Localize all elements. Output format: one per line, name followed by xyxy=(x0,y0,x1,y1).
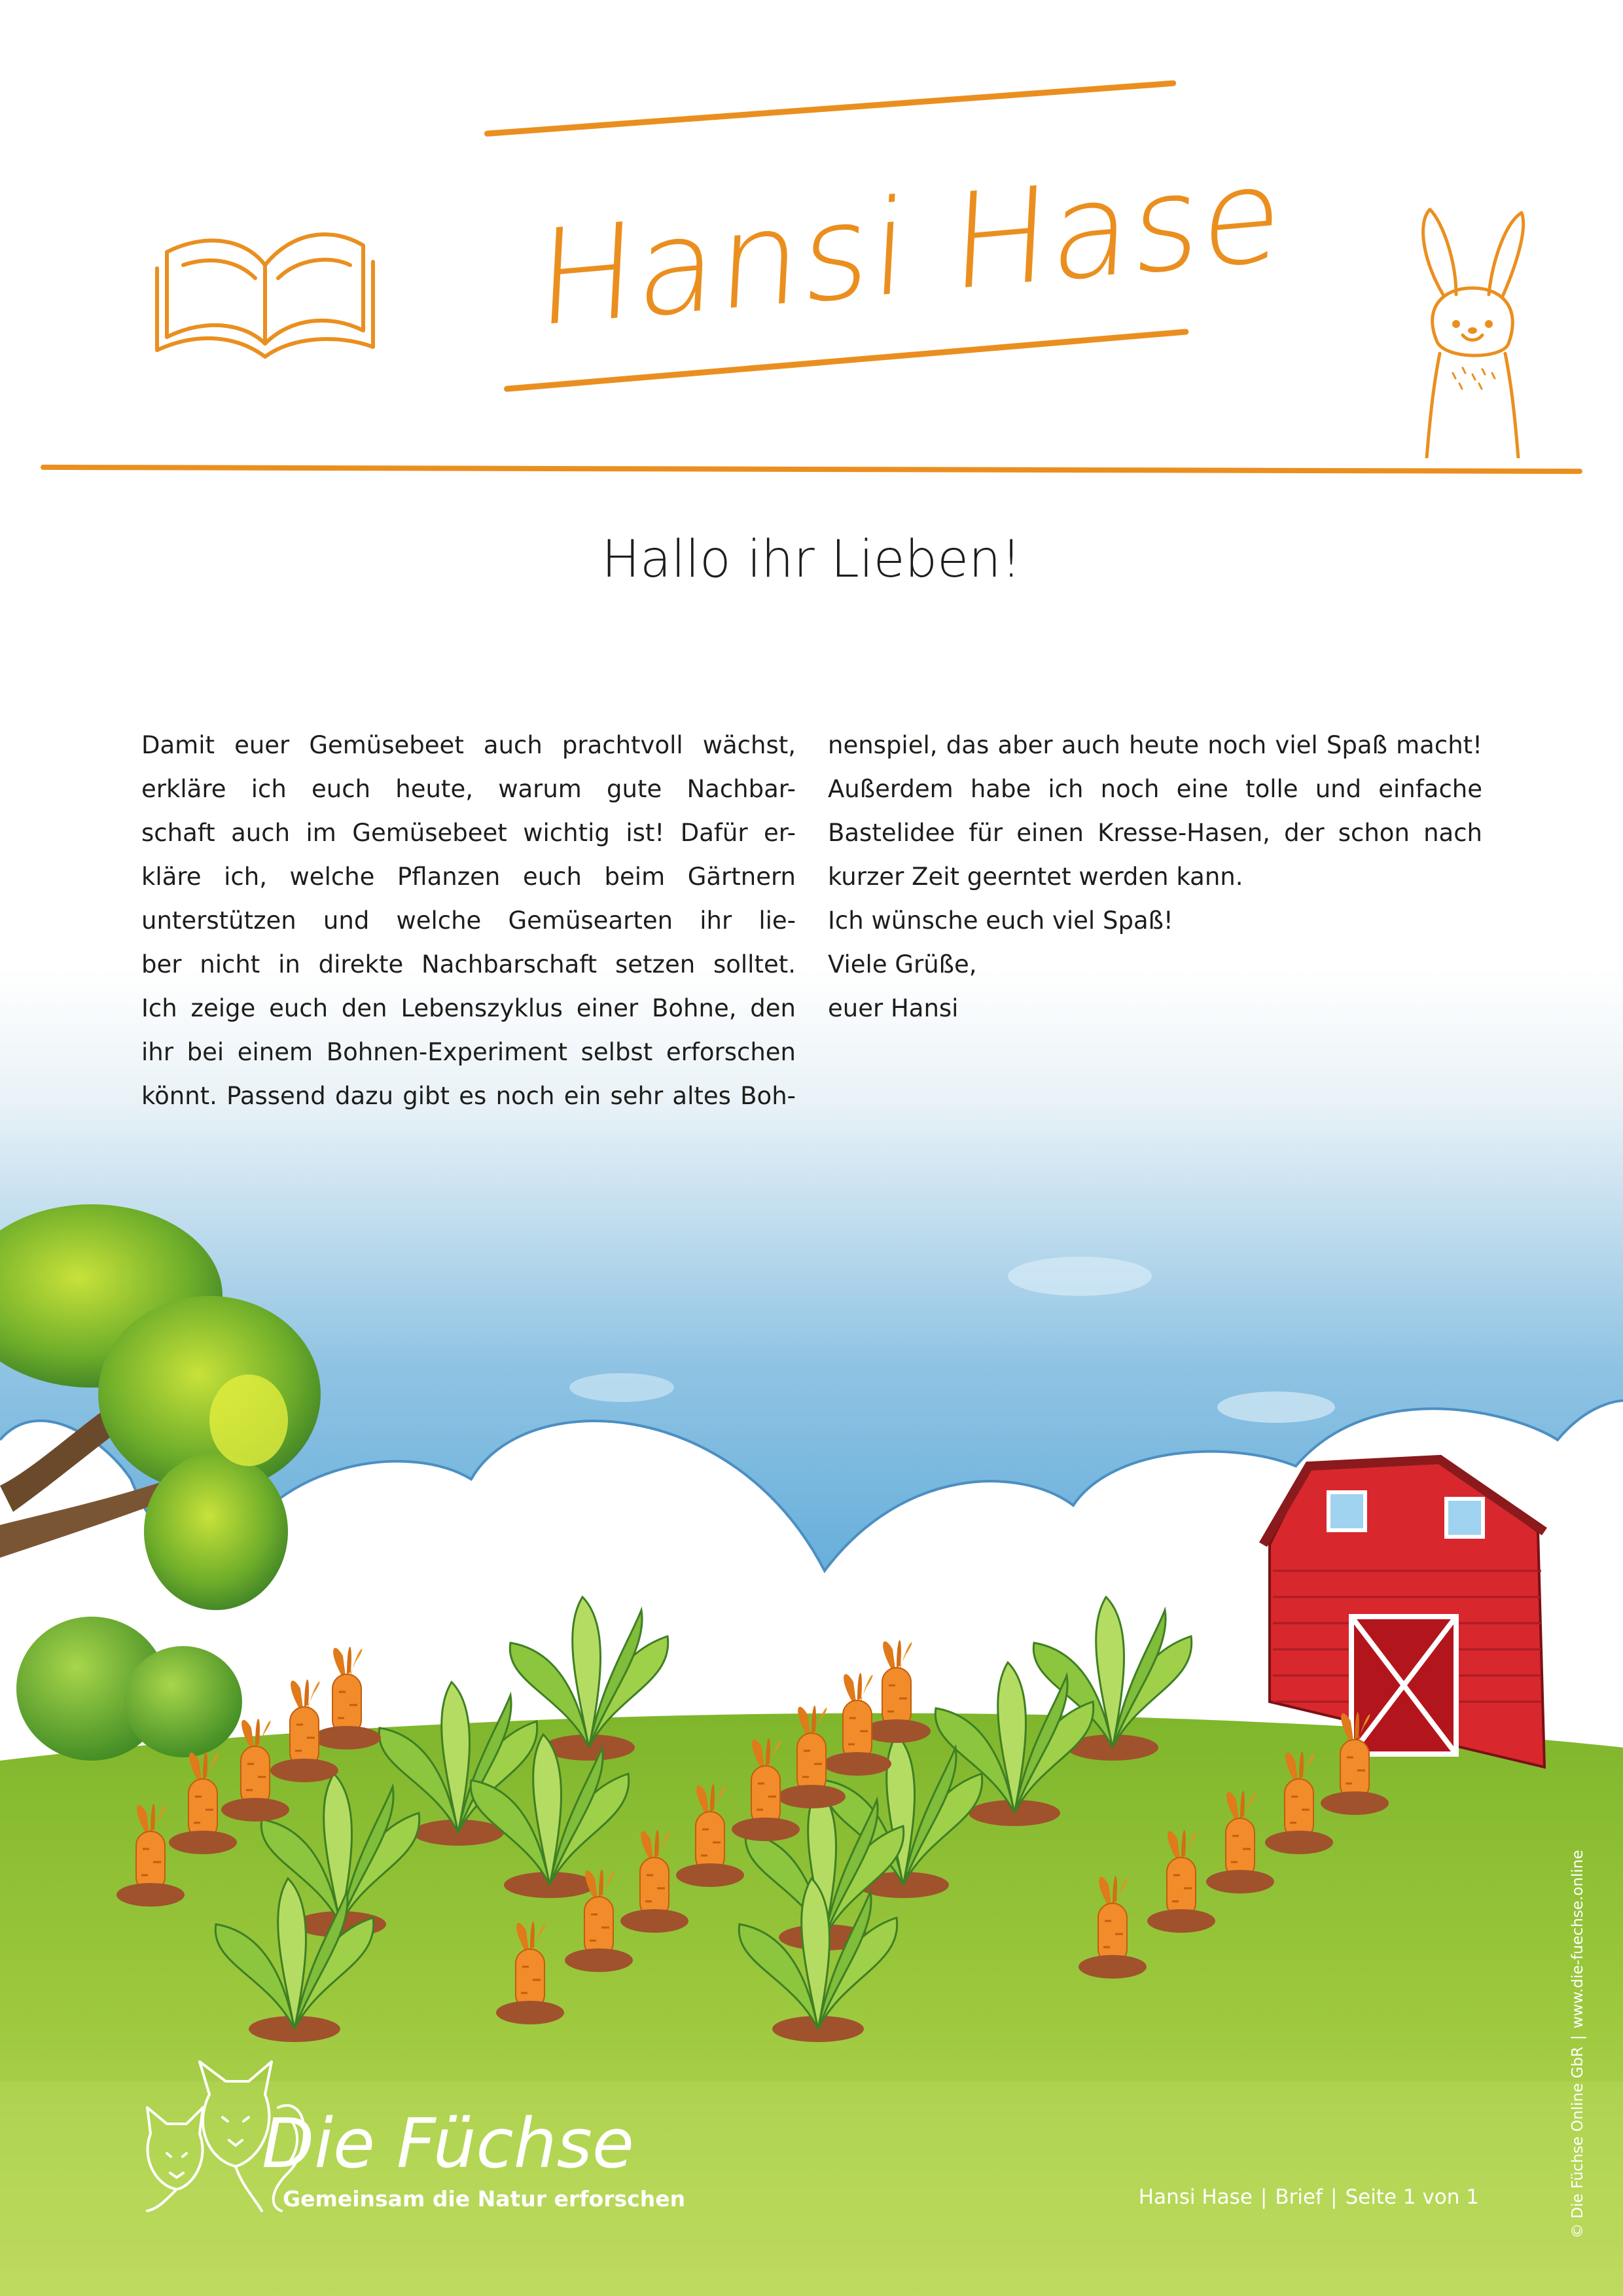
footer-separator: | xyxy=(1260,2185,1268,2209)
footer-doc-name: Hansi Hase xyxy=(1138,2185,1253,2209)
footer-info xyxy=(1041,2184,1479,2210)
signature-line: euer Hansi xyxy=(828,994,959,1022)
text-line: Bastelidee für einen Kresse-Hasen, der schon nach xyxy=(828,819,1482,847)
text-line: nenspiel, das aber auch heute noch viel Spaß macht! xyxy=(828,731,1482,759)
book-icon xyxy=(147,206,383,363)
side-separator: | xyxy=(1569,2035,1586,2040)
text-line: kurzer Zeit geerntet werden kann. xyxy=(828,863,1243,891)
text-line: könnt. Passend dazu gibt es noch ein sehr altes Boh- xyxy=(141,1082,796,1110)
text-line: ber nicht in direkte Nachbarschaft setzen solltet. xyxy=(141,950,796,978)
text-line: Außerdem habe ich noch eine tolle und einfache xyxy=(828,775,1482,803)
copyright-side-note xyxy=(1566,1649,1590,2238)
text-line: schaft auch im Gemüsebeet wichtig ist! Dafür er- xyxy=(141,819,796,847)
bunny-icon xyxy=(1397,196,1548,458)
letter-column-left xyxy=(141,723,796,1118)
text-line: erkläre ich euch heute, warum gute Nachbar- xyxy=(141,775,796,803)
closing-line: Viele Grüße, xyxy=(828,950,977,978)
brand-name: Die Füchse xyxy=(262,2104,634,2183)
text-line: Ich zeige euch den Lebenszyklus einer Bohne, den xyxy=(141,994,796,1022)
footer-separator: | xyxy=(1330,2185,1338,2209)
title-underline-top xyxy=(484,80,1177,137)
document-title: Hansi Hase xyxy=(533,137,1287,357)
text-line: kläre ich, welche Pflanzen euch beim Gärtnern xyxy=(141,863,796,891)
website-text: www.die-fuechse.online xyxy=(1569,1850,1586,2029)
footer-page-label: Seite 1 von 1 xyxy=(1345,2185,1479,2209)
letter-column-right xyxy=(828,723,1482,1030)
copyright-text: © Die Füchse Online GbR xyxy=(1569,2047,1586,2238)
text-line: ihr bei einem Bohnen-Experiment selbst erforschen xyxy=(141,1038,796,1066)
text-line: Damit euer Gemüsebeet auch prachtvoll wächst, xyxy=(141,731,796,759)
wish-line: Ich wünsche euch viel Spaß! xyxy=(828,906,1173,935)
text-line: unterstützen und welche Gemüsearten ihr lie- xyxy=(141,906,796,935)
footer-doc-type: Brief xyxy=(1275,2185,1323,2209)
greeting-heading: Hallo ihr Lieben! xyxy=(601,530,1022,589)
brand-tagline: Gemeinsam die Natur erforschen xyxy=(283,2186,686,2212)
header-rule xyxy=(41,465,1582,474)
